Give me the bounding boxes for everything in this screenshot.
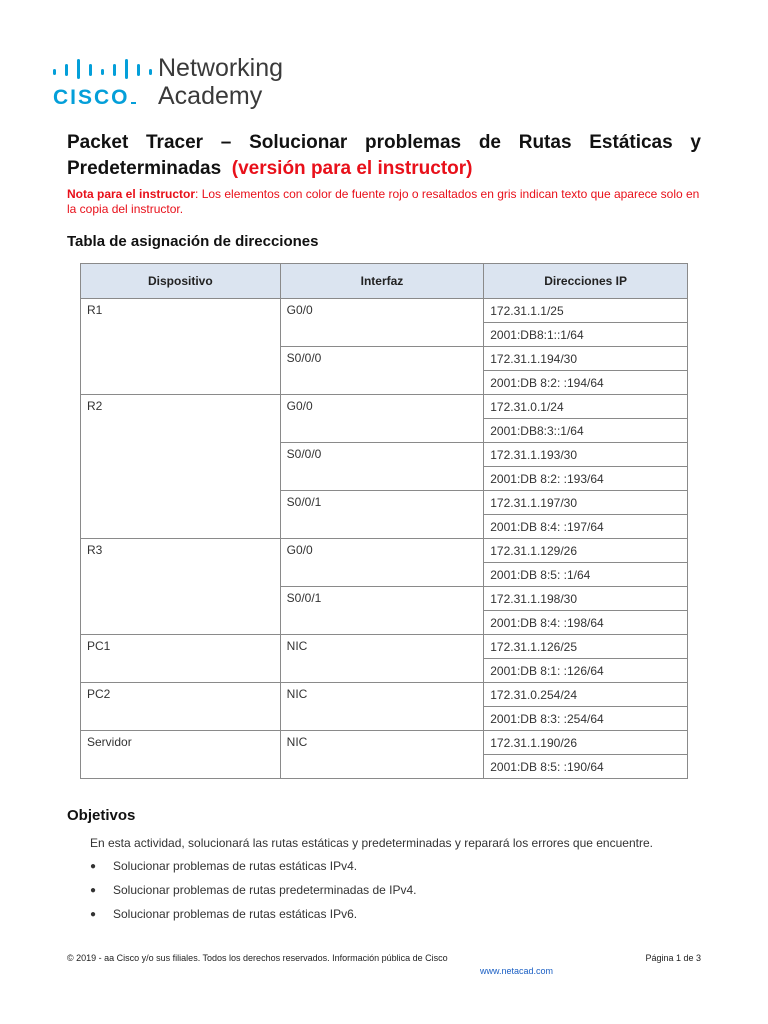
cisco-bars-icon [52,58,152,80]
cisco-wordmark: CISCO [53,86,136,110]
device-cell: R1 [81,299,281,395]
note-label: Nota para el instructor [67,187,196,201]
ip-address-cell: 2001:DB 8:1: :126/64 [484,659,688,683]
ip-address-cell: 2001:DB 8:2: :194/64 [484,371,688,395]
instructor-note [67,187,701,217]
logo-line-networking: Networking [158,54,284,82]
ip-address-cell: 2001:DB 8:4: :197/64 [484,515,688,539]
ip-address-cell: 172.31.1.198/30 [484,587,688,611]
ip-address-cell: 172.31.1.1/25 [484,299,688,323]
table-row [81,539,688,563]
ip-address-cell: 2001:DB 8:4: :198/64 [484,611,688,635]
interface-cell: NIC [280,635,484,683]
ip-address-cell: 2001:DB8:3::1/64 [484,419,688,443]
ip-address-cell: 2001:DB 8:3: :254/64 [484,707,688,731]
cisco-networking-academy-logo [52,56,312,118]
logo-line-academy: Academy [158,82,263,110]
interface-cell: S0/0/1 [280,491,484,539]
footer-page-number: Página 1 de 3 [645,953,701,963]
logo-text [158,54,283,110]
bullet-icon: ● [90,861,97,872]
objectives-heading: Objetivos [67,807,136,824]
device-cell: R2 [81,395,281,539]
table-row [81,635,688,659]
footer-copyright: © 2019 - aa Cisco y/o sus filiales. Todos los derechos reservados. Información pública de Cisco [67,953,448,963]
table-row [81,683,688,707]
ip-address-cell: 2001:DB 8:2: :193/64 [484,467,688,491]
ip-address-cell: 172.31.1.194/30 [484,347,688,371]
device-cell: PC1 [81,635,281,683]
interface-cell: NIC [280,731,484,779]
device-cell: PC2 [81,683,281,731]
ip-address-cell: 172.31.1.129/26 [484,539,688,563]
title-main: Packet Tracer – Solucionar problemas de Rutas Estáticas y Predeterminadas [67,132,701,179]
list-item: ● Solucionar problemas de rutas estáticas IPv4. [90,859,358,873]
ip-address-cell: 172.31.0.254/24 [484,683,688,707]
ip-address-cell: 172.31.1.126/25 [484,635,688,659]
interface-cell: G0/0 [280,539,484,587]
ip-address-cell: 172.31.0.1/24 [484,395,688,419]
note-text: : Los elementos con color de fuente rojo o resaltados en gris indican texto que aparece solo en la copia del instructor. [67,187,700,216]
interface-cell: S0/0/1 [280,587,484,635]
page-title [67,130,701,182]
header-direcciones-ip: Direcciones IP [484,264,688,299]
header-dispositivo: Dispositivo [81,264,281,299]
ip-address-cell: 2001:DB 8:5: :1/64 [484,563,688,587]
device-cell: Servidor [81,731,281,779]
bullet-icon: ● [90,909,97,920]
list-item: ● Solucionar problemas de rutas predeterminadas de IPv4. [90,883,417,897]
device-cell: R3 [81,539,281,635]
ip-address-cell: 172.31.1.193/30 [484,443,688,467]
ip-address-cell: 2001:DB8:1::1/64 [484,323,688,347]
title-version: (versión para el instructor) [231,158,473,179]
interface-cell: G0/0 [280,299,484,347]
list-item: ● Solucionar problemas de rutas estáticas IPv6. [90,907,358,921]
objectives-intro: En esta actividad, solucionará las rutas estáticas y predeterminadas y reparará los errores que encuentre. [90,836,653,850]
header-interfaz: Interfaz [280,264,484,299]
objectives-list [90,859,417,931]
table-header-row [81,264,688,299]
table-row [81,395,688,419]
ip-address-cell: 172.31.1.190/26 [484,731,688,755]
address-table-heading: Tabla de asignación de direcciones [67,233,319,250]
ip-address-cell: 2001:DB 8:5: :190/64 [484,755,688,779]
interface-cell: G0/0 [280,395,484,443]
address-table [80,263,688,779]
ip-address-cell: 172.31.1.197/30 [484,491,688,515]
interface-cell: S0/0/0 [280,443,484,491]
bullet-icon: ● [90,885,97,896]
table-row [81,299,688,323]
interface-cell: S0/0/0 [280,347,484,395]
table-row [81,731,688,755]
interface-cell: NIC [280,683,484,731]
footer-url-link[interactable]: www.netacad.com [480,966,554,976]
